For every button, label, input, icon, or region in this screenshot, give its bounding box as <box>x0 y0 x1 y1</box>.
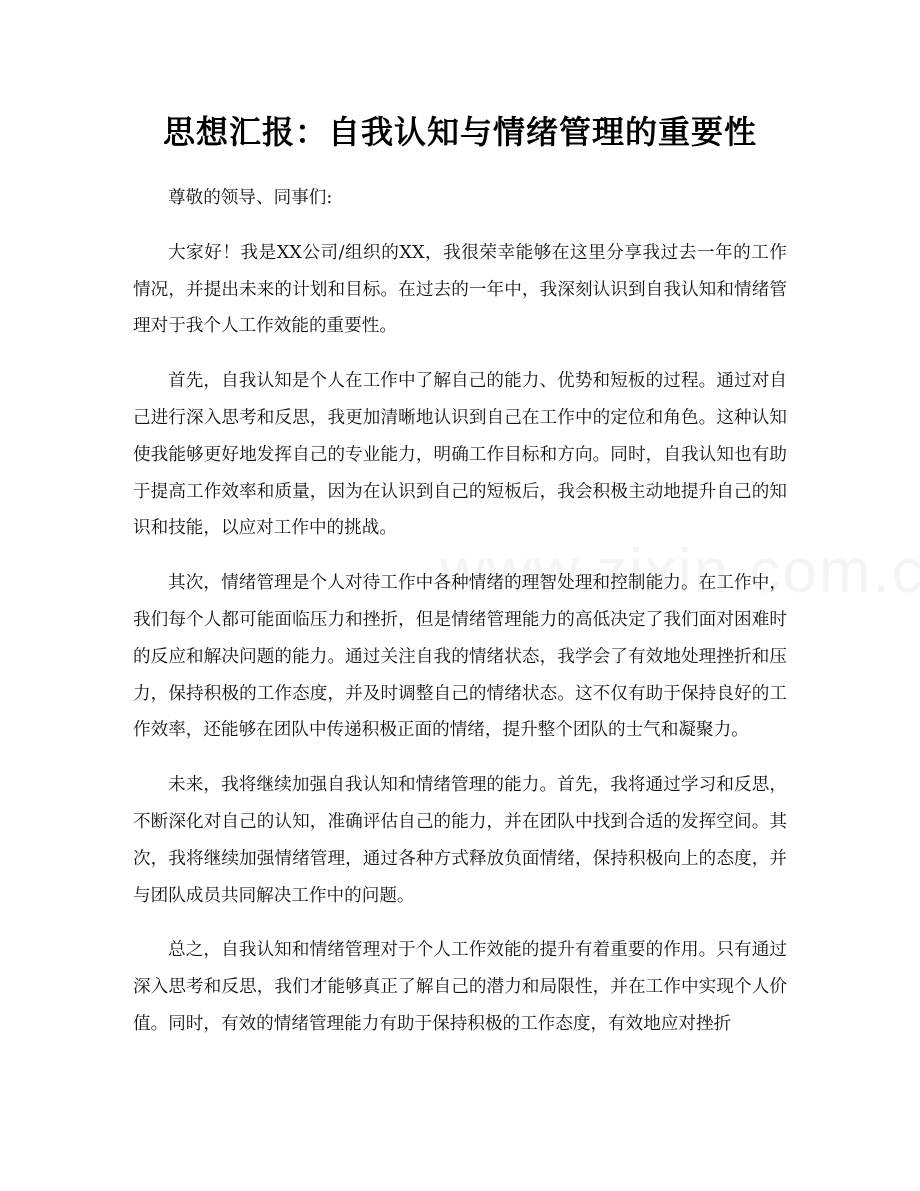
paragraph-conclusion: 总之，自我认知和情绪管理对于个人工作效能的提升有着重要的作用。只有通过深入思考和反思，我们才能够真正了解自己的潜力和局限性，并在工作中实现个人价值。同时，有效的情绪管理能力有助于保持积极的工作态度，有效地应对挫折 <box>133 940 787 1034</box>
salutation: 尊敬的领导、同事们: <box>168 188 333 208</box>
paragraph-emotion-management: 其次，情绪管理是个人对待工作中各种情绪的理智处理和控制能力。在工作中，我们每个人都可能面临压力和挫折，但是情绪管理能力的高低决定了我们面对困难时的反应和解决问题的能力。通过关注自我的情绪状态，我学会了有效地处理挫折和压力，保持积极的工作态度，并及时调整自己的情绪状态。这不仅有助于保持良好的工作效率，还能够在团队中传递积极正面的情绪，提升整个团队的士气和凝聚力。 <box>133 573 787 741</box>
document-title: 思想汇报：自我认知与情绪管理的重要性 <box>162 113 757 151</box>
paragraph-self-awareness: 首先，自我认知是个人在工作中了解自己的能力、优势和短板的过程。通过对自己进行深入思考和反思，我更加清晰地认识到自己在工作中的定位和角色。这种认知使我能够更好地发挥自己的专业能力，明确工作目标和方向。同时，自我认知也有助于提高工作效率和质量，因为在认识到自己的短板后，我会积极主动地提升自己的知识和技能，以应对工作中的挑战。 <box>133 371 787 539</box>
document-body <box>133 180 787 1061</box>
paragraph-intro: 大家好！我是XX公司/组织的XX，我很荣幸能够在这里分享我过去一年的工作情况，并提出未来的计划和目标。在过去的一年中，我深刻认识到自我认知和情绪管理对于我个人工作效能的重要性。 <box>133 242 787 337</box>
paragraph-future-plan: 未来，我将继续加强自我认知和情绪管理的能力。首先，我将通过学习和反思，不断深化对自己的认知，准确评估自己的能力，并在团队中找到合适的发挥空间。其次，我将继续加强情绪管理，通过各种方式释放负面情绪，保持积极向上的态度，并与团队成员共同解决工作中的问题。 <box>133 775 787 906</box>
